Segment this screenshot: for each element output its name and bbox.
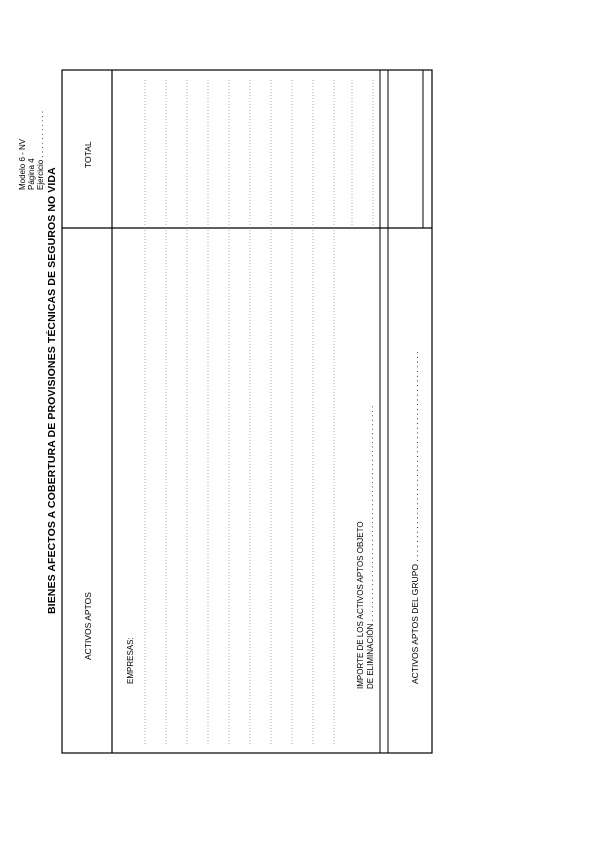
table-border (62, 70, 432, 753)
page-title: BIENES AFECTOS A COBERTURA DE PROVISIONES TÉCNICAS DE SEGUROS NO VIDA (46, 167, 58, 614)
grupo-label: ACTIVOS APTOS DEL GRUPO . . . . . . . . . . . . . . . . . . . . . . . . . . . . . . . . . . . . . . . . . . . . . (410, 351, 420, 684)
importe-line-2: DE ELIMINACIÓN . . . . . . . . . . . . . . . . . . . . . . . . . . . . . . . . . . . . . . . . . . . . . . . . . (366, 405, 375, 689)
model-label: Modelo 6 - NV (18, 138, 27, 190)
page-label: Página 4 (27, 158, 36, 190)
importe-line-1: IMPORTE DE LOS ACTIVOS APTOS OBJETO (356, 521, 365, 689)
importe-label (356, 406, 376, 689)
total-header: TOTAL (83, 141, 93, 168)
entry-lines (145, 80, 373, 745)
empresas-label: EMPRESAS: (126, 637, 135, 684)
exercise-label: Ejercicio . . . . . . . . . . . (36, 110, 45, 190)
activos-aptos-header: ACTIVOS APTOS (83, 592, 93, 660)
